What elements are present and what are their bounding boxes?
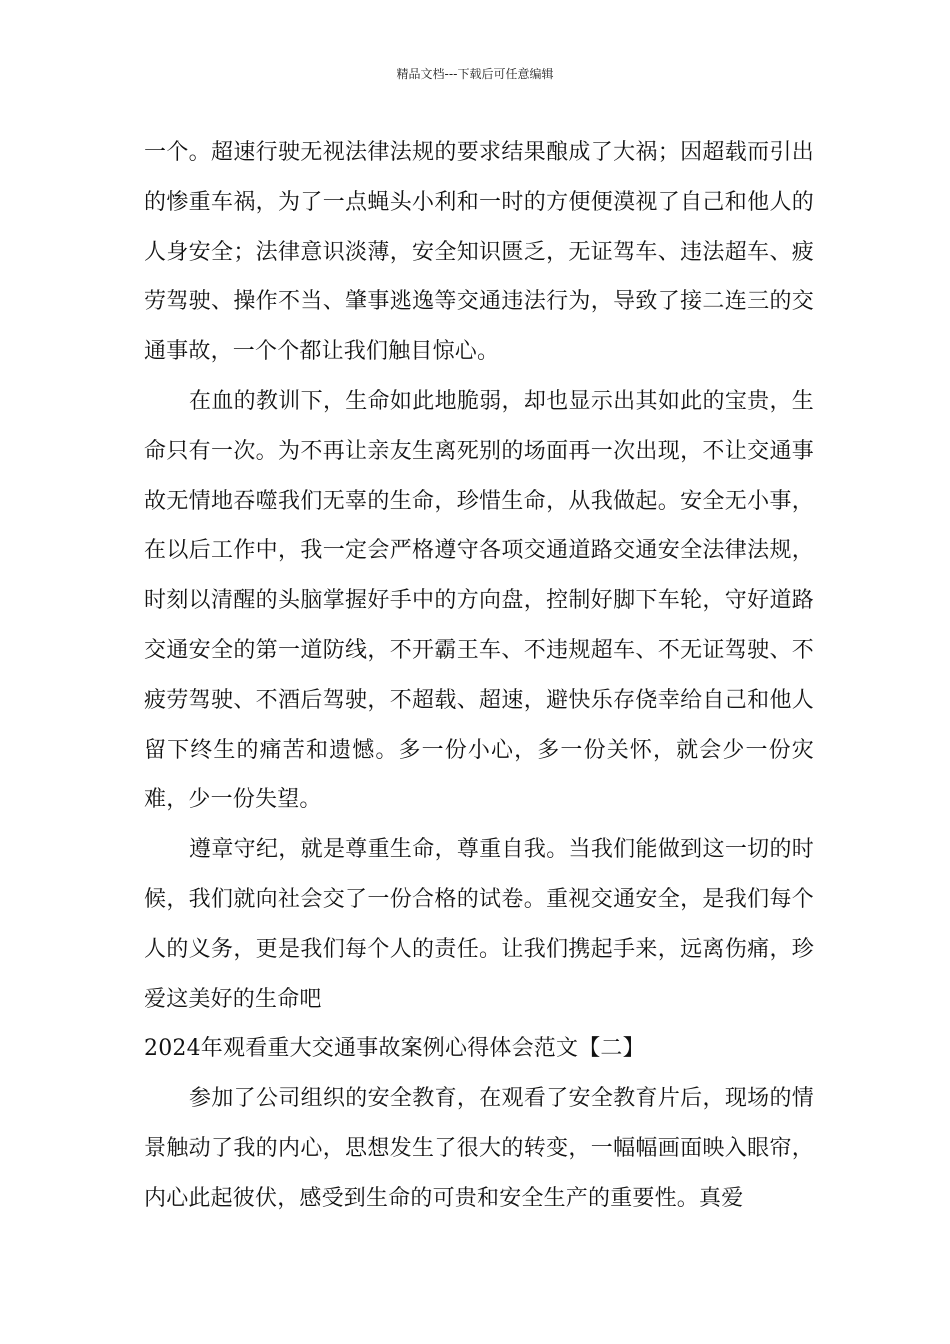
paragraph-conclusion: 遵章守纪，就是尊重生命，尊重自我。当我们能做到这一切的时候，我们就向社会交了一份合格的试卷。重视交通安全，是我们每个人的义务，更是我们每个人的责任。让我们携起手来，远离伤痛，珍爱这美好的生命吧: [144, 837, 814, 1012]
page-header: 精品文档---下载后可任意编辑: [396, 67, 554, 81]
document-body: [144, 128, 814, 1224]
section-heading: 2024年观看重大交通事故案例心得体会范文【二】: [144, 1036, 645, 1062]
paragraph-continued: 一个。超速行驶无视法律法规的要求结果酿成了大祸；因超载而引出的惨重车祸，为了一点蝇头小利和一时的方便便漠视了自己和他人的人身安全；法律意识淡薄，安全知识匮乏，无证驾车、违法超车、疲劳驾驶、操作不当、肇事逃逸等交通违法行为，导致了接二连三的交通事故，一个个都让我们触目惊心。: [144, 140, 814, 365]
paragraph-section-two: 参加了公司组织的安全教育，在观看了安全教育片后，现场的情景触动了我的内心，思想发生了很大的转变，一幅幅画面映入眼帘，内心此起彼伏，感受到生命的可贵和安全生产的重要性。真爱: [144, 1086, 814, 1211]
paragraph-lesson: 在血的教训下，生命如此地脆弱，却也显示出其如此的宝贵，生命只有一次。为不再让亲友生离死别的场面再一次出现，不让交通事故无情地吞噬我们无辜的生命，珍惜生命，从我做起。安全无小事，在以后工作中，我一定会严格遵守各项交通道路交通安全法律法规，时刻以清醒的头脑掌握好手中的方向盘，控制好脚下车轮，守好道路交通安全的第一道防线，不开霸王车、不违规超车、不无证驾驶、不疲劳驾驶、不酒后驾驶，不超载、超速，避快乐存侥幸给自己和他人留下终生的痛苦和遗憾。多一份小心，多一份关怀，就会少一份灾难，少一份失望。: [144, 388, 814, 813]
